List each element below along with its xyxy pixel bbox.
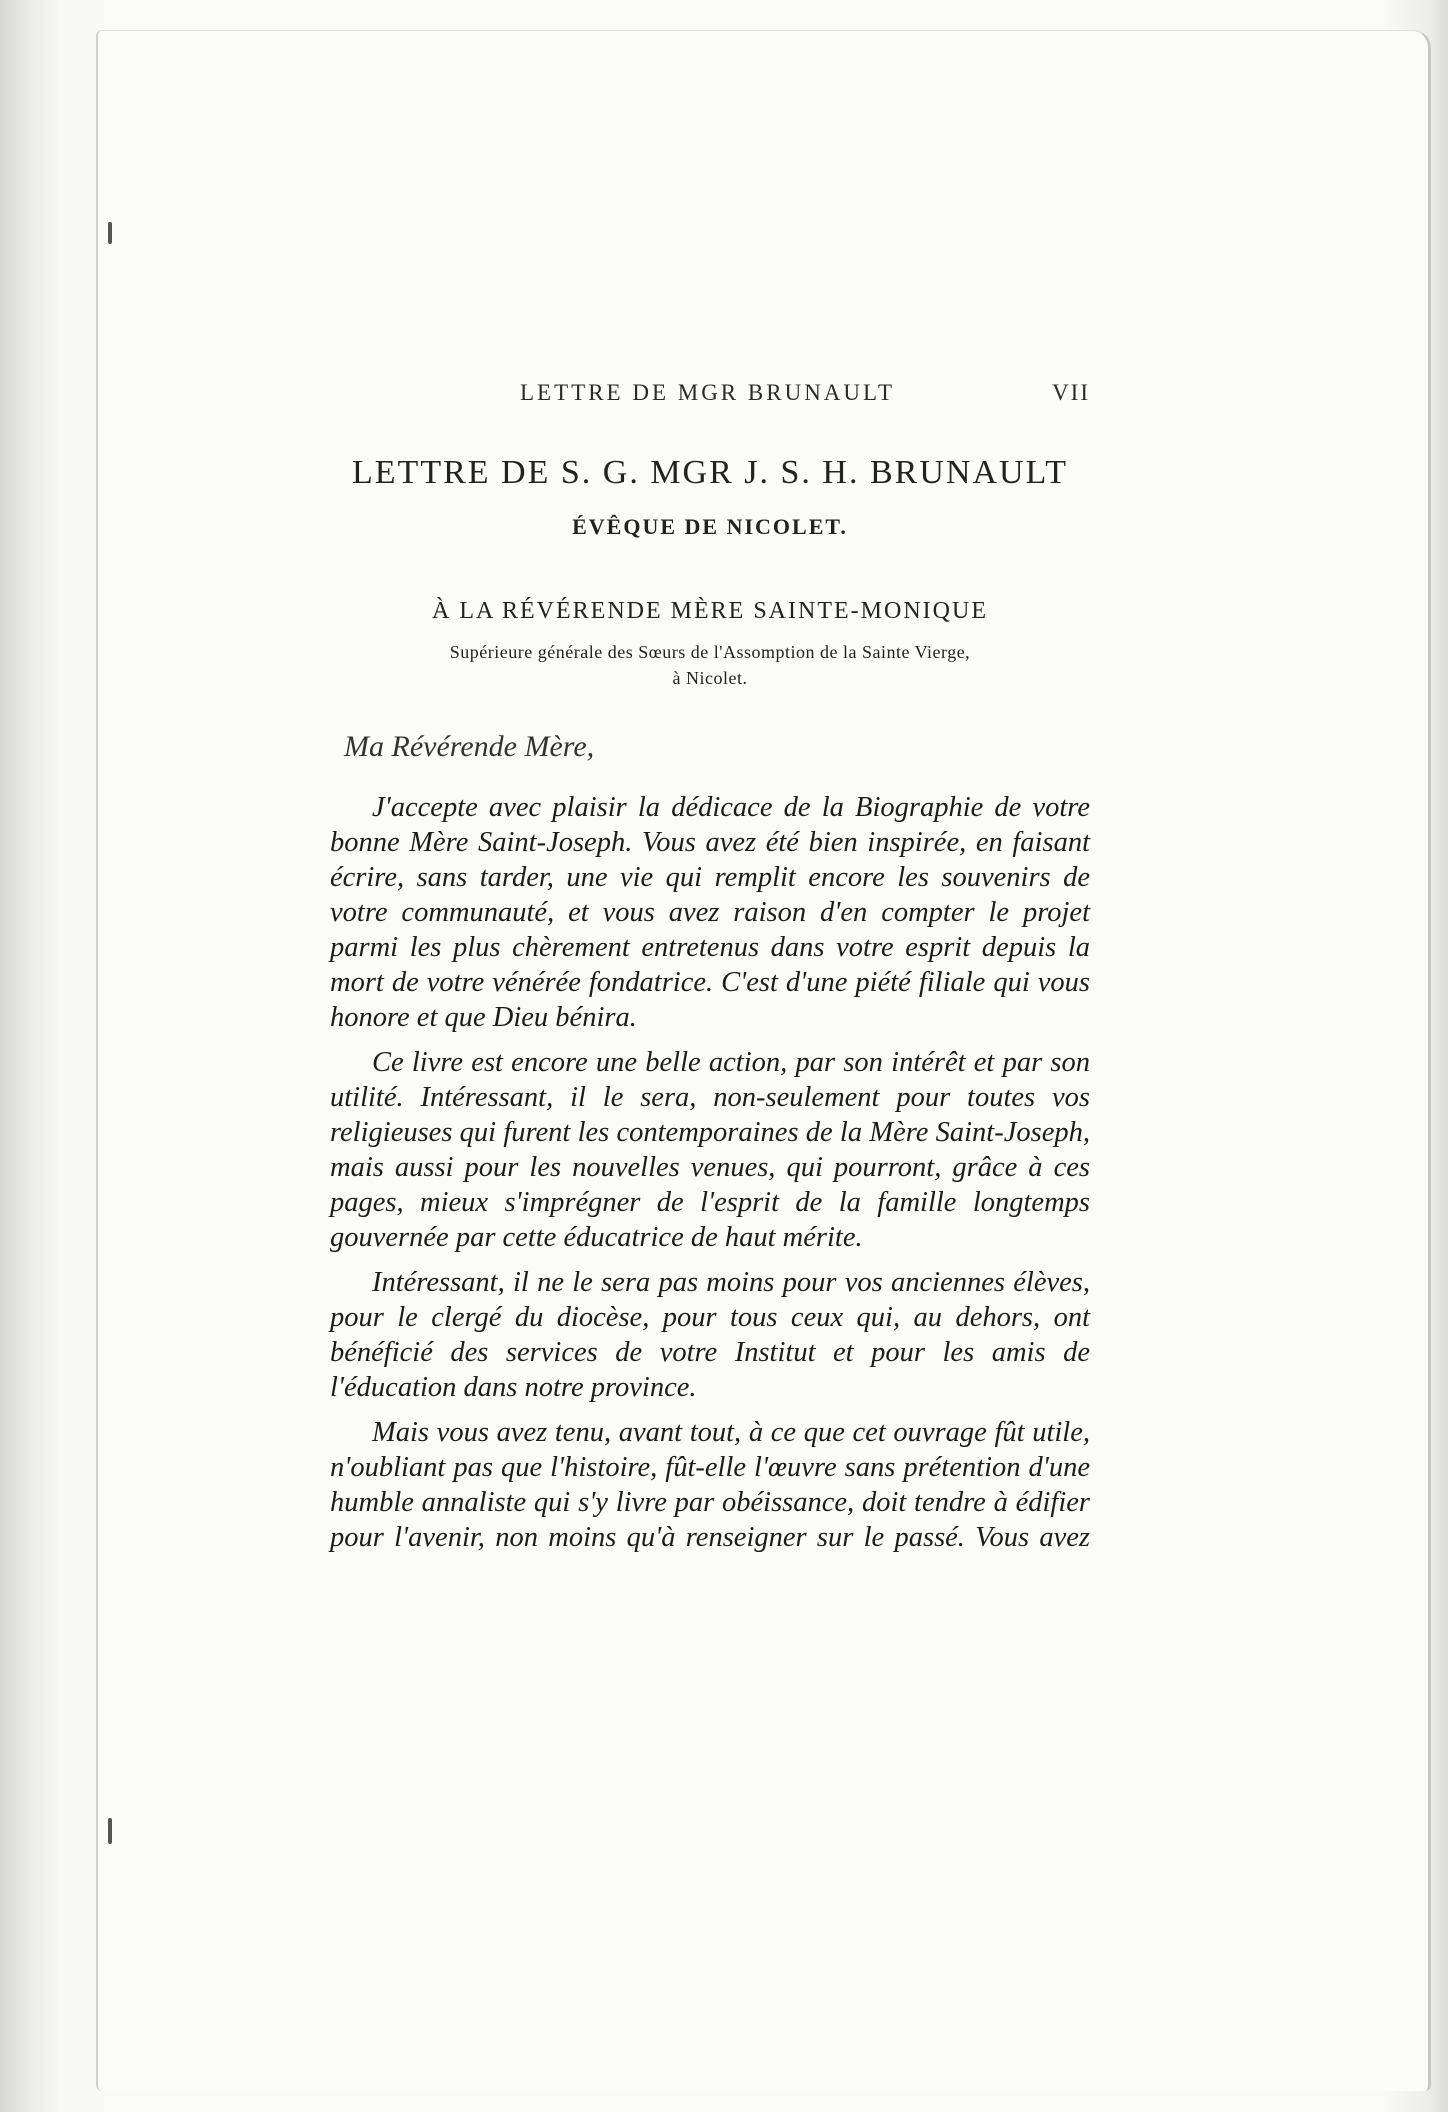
paragraph: Ce livre est encore une belle action, par son intérêt et par son utilité. Intéressant, il le sera, non-seulement pour toutes vos religieuses qui furent les contemporaines de la Mère Saint-Joseph, mais aussi pour les nouvelles venues, qui pourront, grâce à ces pages, mieux s'imprégner de l'esprit de la famille longtemps gouvernée par cette éducatrice de haut mérite. xyxy=(330,1047,1090,1253)
running-title: LETTRE DE MGR BRUNAULT xyxy=(520,380,896,405)
addressee-detail-line2: à Nicolet. xyxy=(672,668,748,688)
addressee: À LA RÉVÉRENDE MÈRE SAINTE-MONIQUE xyxy=(432,598,988,624)
letter-subtitle: ÉVÊQUE DE NICOLET. xyxy=(572,514,848,539)
paragraph: J'accepte avec plaisir la dédicace de la Biographie de votre bonne Mère Saint-Joseph. Vous avez été bien inspirée, en faisant écrire, sans tarder, une vie qui remplit encore les souvenirs de votre communauté, et vous avez raison d'en compter le projet parmi les plus chèrement entretenus dans votre esprit depuis la mort de votre vénérée fondatrice. C'est d'une piété filiale qui vous honore et que Dieu bénira. xyxy=(330,792,1090,1033)
paragraph: Intéressant, il ne le sera pas moins pour vos anciennes élèves, pour le clergé du diocèse, pour tous ceux qui, au dehors, ont bénéficié des services de votre Institut et pour les amis de l'éducation dans notre province. xyxy=(330,1267,1090,1403)
salutation: Ma Révérende Mère, xyxy=(344,730,595,763)
letter-title: LETTRE DE S. G. MGR J. S. H. BRUNAULT xyxy=(352,454,1068,491)
spine-mark xyxy=(108,1818,112,1844)
addressee-detail-line1: Supérieure générale des Sœurs de l'Assomption de la Sainte Vierge, xyxy=(449,642,971,662)
letter-body xyxy=(330,790,1090,1565)
running-header xyxy=(330,376,1090,416)
paragraph: Mais vous avez tenu, avant tout, à ce que cet ouvrage fût utile, n'oubliant pas que l'histoire, fût-elle l'œuvre sans prétention d'une humble annaliste qui s'y livre par obéissance, doit tendre à édifier pour l'avenir, non moins qu'à renseigner sur le passé. Vous avez xyxy=(330,1417,1090,1553)
page-number: VII xyxy=(1052,380,1090,405)
book-spine-shadow xyxy=(0,0,60,2112)
spine-mark xyxy=(108,222,112,244)
